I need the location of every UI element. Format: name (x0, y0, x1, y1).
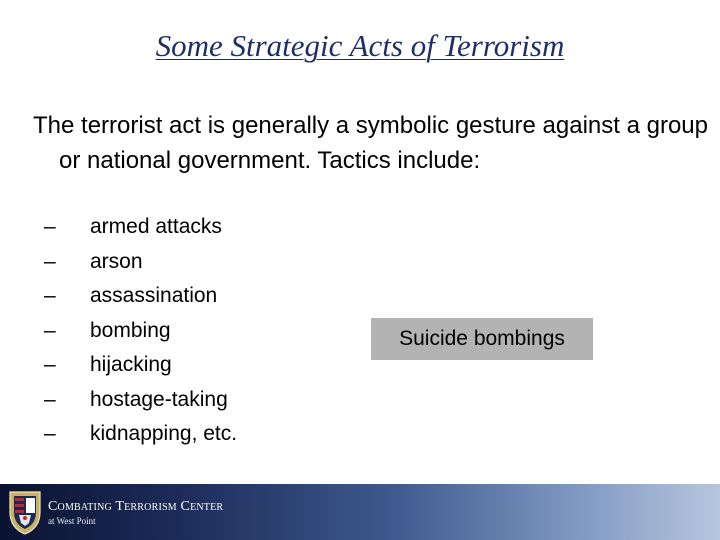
org-name: Combating Terrorism Center (48, 499, 224, 514)
bullet-dash: – (44, 353, 56, 376)
shield-crest-icon (6, 488, 44, 536)
footer-banner (0, 484, 720, 540)
bullet-dash: – (44, 422, 56, 445)
list-item (44, 314, 237, 349)
slide-title: Some Strategic Acts of Terrorism (155, 28, 565, 63)
org-subtitle: at West Point (48, 516, 96, 526)
list-item (44, 383, 237, 418)
list-item (44, 279, 237, 314)
suicide-bombings-callout (371, 318, 593, 360)
tactic-label: hijacking (90, 353, 172, 376)
callout-label: Suicide bombings (399, 327, 565, 350)
list-item (44, 417, 237, 452)
bullet-dash: – (44, 318, 56, 342)
tactic-label: arson (90, 249, 143, 273)
tactic-label: hostage-taking (90, 387, 228, 411)
list-item (44, 210, 237, 245)
tactic-label: assassination (90, 284, 218, 307)
bullet-dash: – (44, 249, 56, 273)
bullet-dash: – (44, 387, 56, 411)
intro-text: The terrorist act is generally a symbolic gesture against a group or national government. Tactics include: (33, 112, 708, 174)
tactic-label: kidnapping, etc. (90, 422, 238, 445)
list-item (44, 245, 237, 280)
bullet-dash: – (44, 215, 56, 238)
list-item (44, 348, 237, 383)
tactic-label: armed attacks (90, 215, 222, 238)
bullet-dash: – (44, 284, 56, 307)
tactics-list (44, 210, 237, 452)
tactic-label: bombing (90, 318, 171, 342)
